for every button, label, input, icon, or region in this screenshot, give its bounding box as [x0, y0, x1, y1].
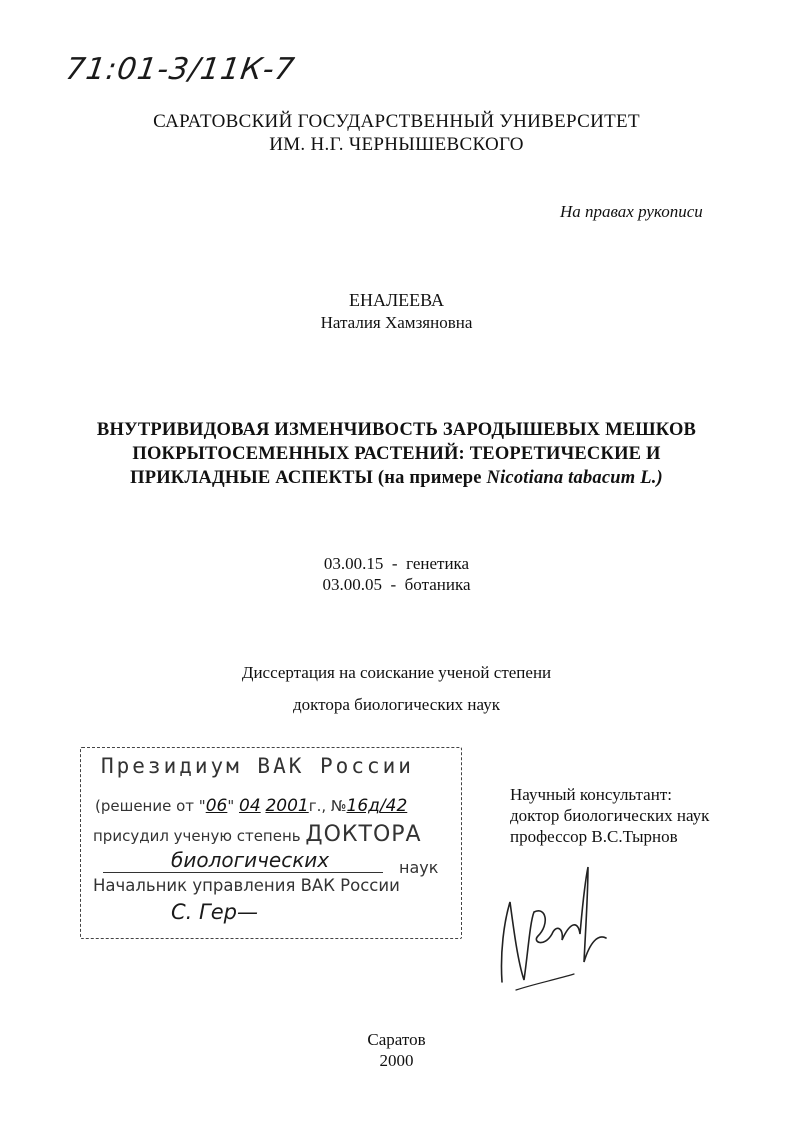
consultant-name: профессор В.С.Тырнов	[510, 827, 678, 846]
archive-code: 71:01-3/11К-7	[63, 52, 298, 87]
consultant-degree: доктор биологических наук	[510, 806, 710, 825]
stamp-decision	[95, 796, 407, 816]
dissertation-statement: Диссертация на соискание ученой степени	[241, 663, 552, 682]
specialty-name: ботаника	[404, 575, 471, 594]
stamp-signature: С. Гер—	[171, 900, 258, 924]
decision-year: 2001	[265, 796, 309, 816]
decision-prefix: (решение от "	[95, 797, 206, 815]
stamp-title: Президиум ВАК России	[101, 754, 414, 778]
decision-year-suffix: г., №	[308, 797, 347, 815]
decision-number: 16д/42	[346, 796, 408, 816]
stamp-field-handwritten: биологических	[171, 848, 330, 872]
consultant-signature	[494, 862, 624, 1002]
university-dedication: ИМ. Н.Г. ЧЕРНЫШЕВСКОГО	[269, 134, 524, 155]
decision-month: 04	[239, 796, 261, 816]
specialty-botany: 03.00.05 - ботаника	[322, 575, 471, 594]
thesis-title-line-1: ВНУТРИВИДОВАЯ ИЗМЕНЧИВОСТЬ ЗАРОДЫШЕВЫХ МЕШКОВ	[96, 420, 697, 440]
specialty-code: 03.00.15	[323, 554, 384, 573]
field-underline	[103, 872, 383, 873]
specialty-genetics: 03.00.15 - генетика	[323, 554, 470, 573]
dissertation-degree: доктора биологических наук	[293, 695, 500, 714]
thesis-title-line-2: ПОКРЫТОСЕМЕННЫХ РАСТЕНИЙ: ТЕОРЕТИЧЕСКИЕ И	[132, 444, 661, 464]
author-surname: ЕНАЛЕЕВА	[348, 290, 445, 310]
stamp-sciences-label: наук	[399, 858, 439, 877]
decision-day: 06	[205, 796, 228, 816]
awarded-label: присудил ученую степень	[93, 827, 301, 845]
thesis-title-line-3	[0, 468, 793, 489]
university-name: САРАТОВСКИЙ ГОСУДАРСТВЕННЫЙ УНИВЕРСИТЕТ	[153, 111, 640, 132]
specialty-name: генетика	[406, 554, 470, 573]
title-bold-part: ПРИКЛАДНЫЕ АСПЕКТЫ	[130, 468, 374, 488]
decision-quote: "	[227, 797, 235, 815]
title-paren-part: (на примере	[377, 468, 482, 488]
title-species: Nicotiana tabacum L.)	[486, 468, 663, 488]
vak-stamp	[80, 747, 462, 939]
publication-city: Саратов	[367, 1030, 426, 1049]
consultant-label: Научный консультант:	[510, 785, 672, 804]
degree-level: ДОКТОРА	[305, 822, 422, 847]
publication-year: 2000	[379, 1051, 414, 1070]
author-given-names: Наталия Хамзяновна	[320, 313, 473, 332]
rights-note: На правах рукописи	[560, 202, 703, 221]
stamp-head-label: Начальник управления ВАК России	[93, 876, 400, 895]
stamp-awarded	[93, 822, 422, 847]
specialty-code: 03.00.05	[322, 575, 382, 594]
